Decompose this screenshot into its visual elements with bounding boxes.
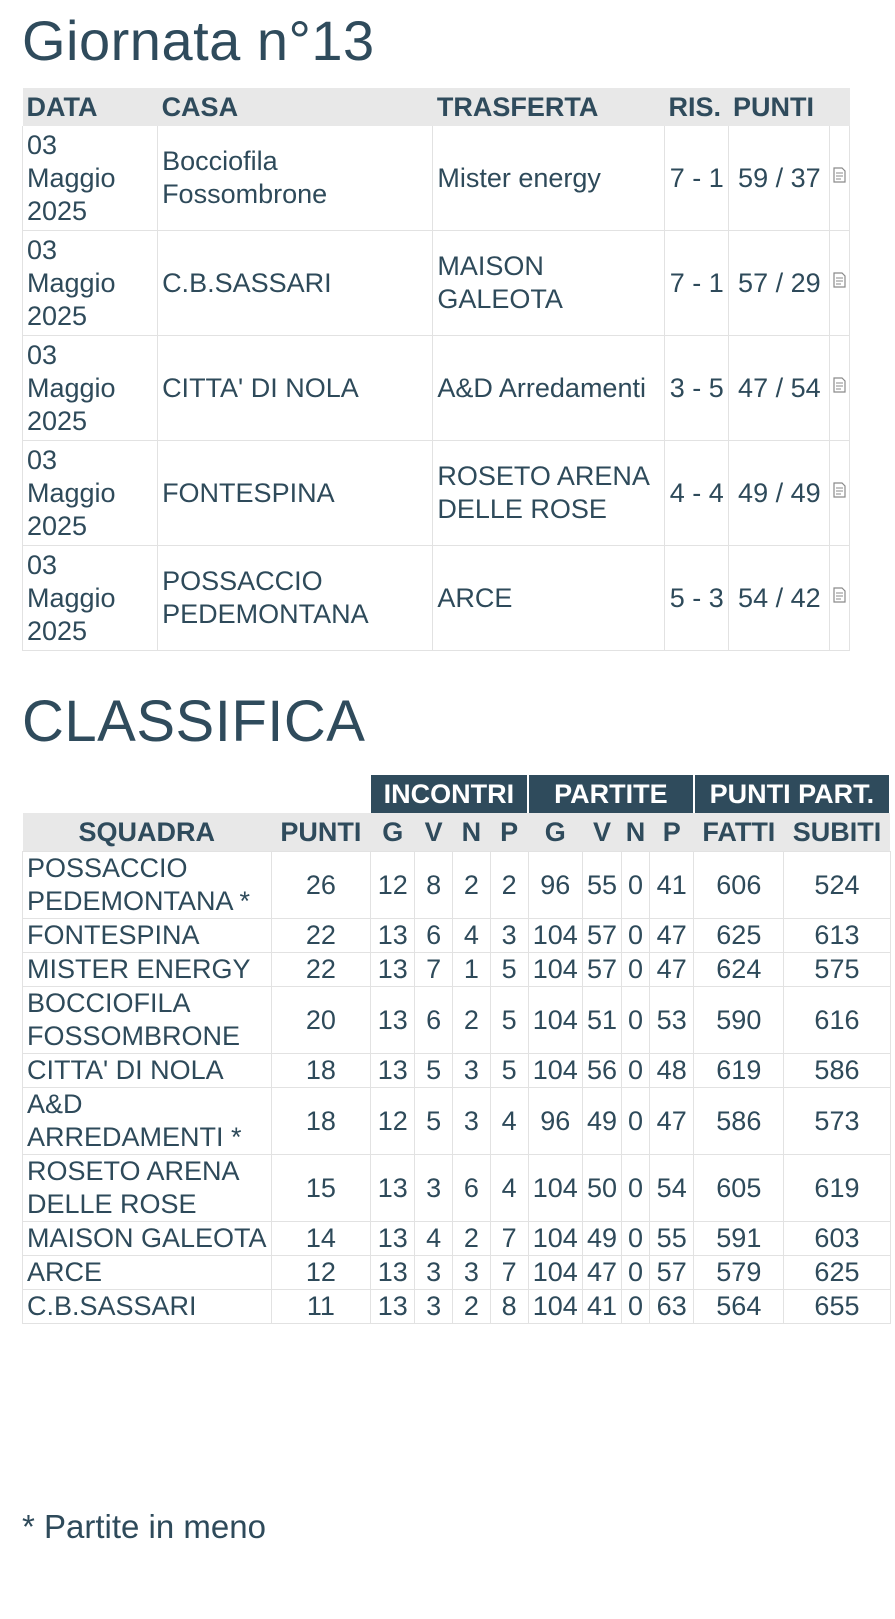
group-incontri: INCONTRI (371, 775, 528, 813)
match-result: 7 - 1 (665, 231, 729, 336)
games-won: 41 (583, 1290, 622, 1324)
standings-title: CLASSIFICA (22, 689, 366, 754)
points-scored: 591 (694, 1222, 784, 1256)
document-icon[interactable] (830, 126, 850, 231)
drawn: 1 (453, 953, 491, 987)
points-scored: 605 (694, 1155, 784, 1222)
col-partite-v: V (583, 813, 622, 852)
games-lost: 48 (650, 1054, 694, 1088)
points-conceded: 573 (784, 1088, 890, 1155)
team-points: 20 (271, 987, 371, 1054)
header-punti: PUNTI (729, 88, 830, 126)
drawn: 4 (453, 919, 491, 953)
match-away: ROSETO ARENA DELLE ROSE (433, 441, 665, 546)
team-points: 12 (271, 1256, 371, 1290)
games-lost: 47 (650, 953, 694, 987)
col-partite-p: P (650, 813, 694, 852)
match-points: 49 / 49 (729, 441, 830, 546)
played: 13 (371, 1290, 415, 1324)
played: 12 (371, 1088, 415, 1155)
standings-table (22, 775, 891, 1324)
played: 13 (371, 953, 415, 987)
points-scored: 586 (694, 1088, 784, 1155)
points-conceded: 524 (784, 852, 890, 919)
lost: 3 (490, 919, 528, 953)
games-played: 104 (528, 1290, 583, 1324)
team-points: 22 (271, 919, 371, 953)
group-punti-part: PUNTI PART. (694, 775, 890, 813)
team-points: 11 (271, 1290, 371, 1324)
team-name: CITTA' DI NOLA (23, 1054, 272, 1088)
drawn: 3 (453, 1088, 491, 1155)
games-played: 104 (528, 953, 583, 987)
games-won: 55 (583, 852, 622, 919)
match-result: 5 - 3 (665, 546, 729, 651)
drawn: 3 (453, 1256, 491, 1290)
group-partite: PARTITE (528, 775, 694, 813)
won: 8 (415, 852, 453, 919)
match-row (23, 231, 850, 336)
match-home: FONTESPINA (158, 441, 433, 546)
games-played: 96 (528, 1088, 583, 1155)
match-away: ARCE (433, 546, 665, 651)
header-ris: RIS. (665, 88, 729, 126)
match-points: 47 / 54 (729, 336, 830, 441)
standings-row (23, 1054, 891, 1088)
team-name: MAISON GALEOTA (23, 1222, 272, 1256)
match-points: 57 / 29 (729, 231, 830, 336)
games-lost: 47 (650, 1088, 694, 1155)
match-date: 03 Maggio 2025 (23, 546, 158, 651)
won: 6 (415, 987, 453, 1054)
won: 3 (415, 1155, 453, 1222)
standings-row (23, 919, 891, 953)
matches-table (22, 88, 850, 651)
standings-row (23, 953, 891, 987)
games-won: 49 (583, 1222, 622, 1256)
games-drawn: 0 (621, 1256, 649, 1290)
games-lost: 47 (650, 919, 694, 953)
lost: 5 (490, 953, 528, 987)
team-name: ROSETO ARENA DELLE ROSE (23, 1155, 272, 1222)
team-name: FONTESPINA (23, 919, 272, 953)
match-result: 7 - 1 (665, 126, 729, 231)
match-row (23, 441, 850, 546)
games-lost: 53 (650, 987, 694, 1054)
team-name: POSSACCIO PEDEMONTANA * (23, 852, 272, 919)
match-home: C.B.SASSARI (158, 231, 433, 336)
match-away: A&D Arredamenti (433, 336, 665, 441)
team-points: 18 (271, 1088, 371, 1155)
col-p: P (490, 813, 528, 852)
team-points: 22 (271, 953, 371, 987)
points-scored: 625 (694, 919, 784, 953)
games-drawn: 0 (621, 1155, 649, 1222)
lost: 5 (490, 987, 528, 1054)
lost: 7 (490, 1222, 528, 1256)
games-drawn: 0 (621, 1222, 649, 1256)
played: 13 (371, 1256, 415, 1290)
games-won: 57 (583, 919, 622, 953)
points-scored: 564 (694, 1290, 784, 1324)
games-won: 47 (583, 1256, 622, 1290)
match-result: 3 - 5 (665, 336, 729, 441)
team-name: BOCCIOFILA FOSSOMBRONE (23, 987, 272, 1054)
match-result: 4 - 4 (665, 441, 729, 546)
col-partite-n: N (621, 813, 649, 852)
games-lost: 55 (650, 1222, 694, 1256)
match-away: Mister energy (433, 126, 665, 231)
games-won: 57 (583, 953, 622, 987)
drawn: 2 (453, 987, 491, 1054)
points-conceded: 575 (784, 953, 890, 987)
footnote: * Partite in meno (22, 1508, 266, 1545)
played: 13 (371, 1155, 415, 1222)
col-v: V (415, 813, 453, 852)
games-won: 49 (583, 1088, 622, 1155)
team-name: ARCE (23, 1256, 272, 1290)
drawn: 2 (453, 1290, 491, 1324)
played: 13 (371, 1054, 415, 1088)
standings-row (23, 1222, 891, 1256)
games-drawn: 0 (621, 987, 649, 1054)
drawn: 2 (453, 852, 491, 919)
team-name: A&D ARREDAMENTI * (23, 1088, 272, 1155)
won: 5 (415, 1088, 453, 1155)
standings-row (23, 852, 891, 919)
match-date: 03 Maggio 2025 (23, 126, 158, 231)
points-scored: 590 (694, 987, 784, 1054)
drawn: 6 (453, 1155, 491, 1222)
match-points: 59 / 37 (729, 126, 830, 231)
games-lost: 63 (650, 1290, 694, 1324)
games-drawn: 0 (621, 953, 649, 987)
games-drawn: 0 (621, 1054, 649, 1088)
standings-row (23, 1290, 891, 1324)
played: 13 (371, 919, 415, 953)
games-drawn: 0 (621, 919, 649, 953)
col-squadra: SQUADRA (23, 813, 272, 852)
lost: 8 (490, 1290, 528, 1324)
played: 13 (371, 987, 415, 1054)
col-punti: PUNTI (271, 813, 371, 852)
won: 6 (415, 919, 453, 953)
games-lost: 54 (650, 1155, 694, 1222)
points-conceded: 655 (784, 1290, 890, 1324)
games-played: 104 (528, 1222, 583, 1256)
team-points: 15 (271, 1155, 371, 1222)
lost: 4 (490, 1155, 528, 1222)
won: 3 (415, 1256, 453, 1290)
points-conceded: 586 (784, 1054, 890, 1088)
header-icon (830, 88, 850, 126)
header-trasferta: TRASFERTA (433, 88, 665, 126)
points-conceded: 616 (784, 987, 890, 1054)
lost: 2 (490, 852, 528, 919)
header-casa: CASA (158, 88, 433, 126)
group-blank (23, 775, 371, 813)
matchday-title: Giornata n°13 (22, 9, 375, 72)
document-icon[interactable] (830, 441, 850, 546)
standings-row (23, 1155, 891, 1222)
points-scored: 624 (694, 953, 784, 987)
document-icon[interactable] (830, 546, 850, 651)
match-date: 03 Maggio 2025 (23, 336, 158, 441)
matches-header-row (23, 88, 850, 126)
games-drawn: 0 (621, 1088, 649, 1155)
games-lost: 57 (650, 1256, 694, 1290)
won: 4 (415, 1222, 453, 1256)
match-date: 03 Maggio 2025 (23, 441, 158, 546)
games-played: 104 (528, 1054, 583, 1088)
standings-group-row (23, 775, 891, 813)
col-fatti: FATTI (694, 813, 784, 852)
header-data: DATA (23, 88, 158, 126)
won: 3 (415, 1290, 453, 1324)
match-row (23, 336, 850, 441)
team-points: 18 (271, 1054, 371, 1088)
team-points: 14 (271, 1222, 371, 1256)
match-home: CITTA' DI NOLA (158, 336, 433, 441)
col-g: G (371, 813, 415, 852)
won: 5 (415, 1054, 453, 1088)
games-played: 104 (528, 919, 583, 953)
points-conceded: 603 (784, 1222, 890, 1256)
points-conceded: 625 (784, 1256, 890, 1290)
played: 13 (371, 1222, 415, 1256)
match-row (23, 126, 850, 231)
games-played: 96 (528, 852, 583, 919)
col-partite-g: G (528, 813, 583, 852)
lost: 4 (490, 1088, 528, 1155)
match-points: 54 / 42 (729, 546, 830, 651)
lost: 5 (490, 1054, 528, 1088)
col-subiti: SUBITI (784, 813, 890, 852)
standings-row (23, 1088, 891, 1155)
games-won: 51 (583, 987, 622, 1054)
games-won: 56 (583, 1054, 622, 1088)
lost: 7 (490, 1256, 528, 1290)
drawn: 2 (453, 1222, 491, 1256)
standings-row (23, 987, 891, 1054)
match-home: POSSACCIO PEDEMONTANA (158, 546, 433, 651)
team-name: C.B.SASSARI (23, 1290, 272, 1324)
standings-header-row (23, 813, 891, 852)
games-played: 104 (528, 1155, 583, 1222)
drawn: 3 (453, 1054, 491, 1088)
played: 12 (371, 852, 415, 919)
document-icon[interactable] (830, 336, 850, 441)
points-conceded: 619 (784, 1155, 890, 1222)
standings-row (23, 1256, 891, 1290)
match-away: MAISON GALEOTA (433, 231, 665, 336)
points-conceded: 613 (784, 919, 890, 953)
team-name: MISTER ENERGY (23, 953, 272, 987)
games-drawn: 0 (621, 1290, 649, 1324)
games-played: 104 (528, 987, 583, 1054)
games-drawn: 0 (621, 852, 649, 919)
match-date: 03 Maggio 2025 (23, 231, 158, 336)
points-scored: 619 (694, 1054, 784, 1088)
points-scored: 606 (694, 852, 784, 919)
games-lost: 41 (650, 852, 694, 919)
games-played: 104 (528, 1256, 583, 1290)
won: 7 (415, 953, 453, 987)
col-n: N (453, 813, 491, 852)
points-scored: 579 (694, 1256, 784, 1290)
games-won: 50 (583, 1155, 622, 1222)
document-icon[interactable] (830, 231, 850, 336)
match-row (23, 546, 850, 651)
team-points: 26 (271, 852, 371, 919)
match-home: Bocciofila Fossombrone (158, 126, 433, 231)
